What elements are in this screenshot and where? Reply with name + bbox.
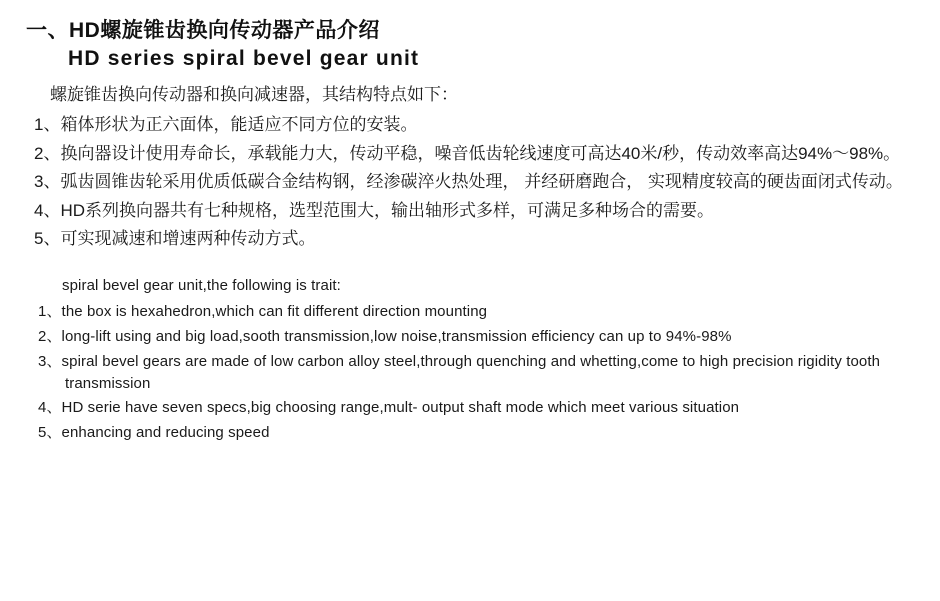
english-lead-text: spiral bevel gear unit,the following is trait: <box>62 276 341 294</box>
page-title-english: HD series spiral bevel gear unit <box>68 46 420 70</box>
list-item-number: 5、 <box>38 424 62 442</box>
list-item-number: 4、 <box>34 200 61 220</box>
list-item-number: 2、 <box>34 143 61 163</box>
list-item-text: the box is hexahedron,which can fit different direction mounting <box>61 303 488 321</box>
list-item <box>34 225 910 253</box>
list-item <box>38 301 905 323</box>
list-item-text: enhancing and reducing speed <box>61 424 270 442</box>
english-feature-list <box>26 301 910 444</box>
list-item <box>38 351 905 395</box>
list-item-text: 可实现减速和增速两种传动方式。 <box>60 229 316 249</box>
chinese-lead-text: 螺旋锥齿换向传动器和换向减速器，其结构特点如下： <box>50 84 458 104</box>
list-item-text: 箱体形状为正六面体，能适应不同方位的安装。 <box>60 115 418 135</box>
list-item-text: long-lift using and big load,sooth transmission,low noise,transmission efficiency can up to 94%-98% <box>61 328 732 346</box>
chinese-feature-list <box>26 111 910 253</box>
list-item-number: 1、 <box>38 303 62 321</box>
list-item-text: HD系列换向器共有七种规格，选型范围大，输出轴形式多样，可满足多种场合的需要。 <box>60 200 715 220</box>
list-item-text: HD serie have seven specs,big choosing range,mult- output shaft mode which meet various situation <box>61 399 740 417</box>
list-item-text: 弧齿圆锥齿轮采用优质低碳合金结构钢，经渗碳淬火热处理， 并经研磨跑合， 实现精度较高的硬齿面闭式传动。 <box>60 172 903 192</box>
list-item-number: 5、 <box>34 229 61 249</box>
list-item-number: 4、 <box>38 399 62 417</box>
list-item <box>34 168 910 196</box>
page-title-chinese: 一、HD螺旋锥齿换向传动器产品介绍 <box>26 19 380 42</box>
list-item-number: 3、 <box>34 172 61 192</box>
list-item-number: 1、 <box>34 115 61 135</box>
list-item-number: 2、 <box>38 328 62 346</box>
list-item-text: 换向器设计使用寿命长，承载能力大，传动平稳，噪音低齿轮线速度可高达40米/秒，传动效率高达94%～98%。 <box>60 143 901 163</box>
list-item-number: 3、 <box>38 352 62 370</box>
list-item <box>38 326 905 348</box>
list-item <box>34 140 910 168</box>
list-item <box>38 422 905 444</box>
list-item <box>38 397 905 419</box>
list-item <box>34 111 910 139</box>
list-item-text: spiral bevel gears are made of low carbon alloy steel,through quenching and whetting,come to high precision rigidity tooth transmission <box>61 352 881 392</box>
list-item <box>34 197 910 225</box>
